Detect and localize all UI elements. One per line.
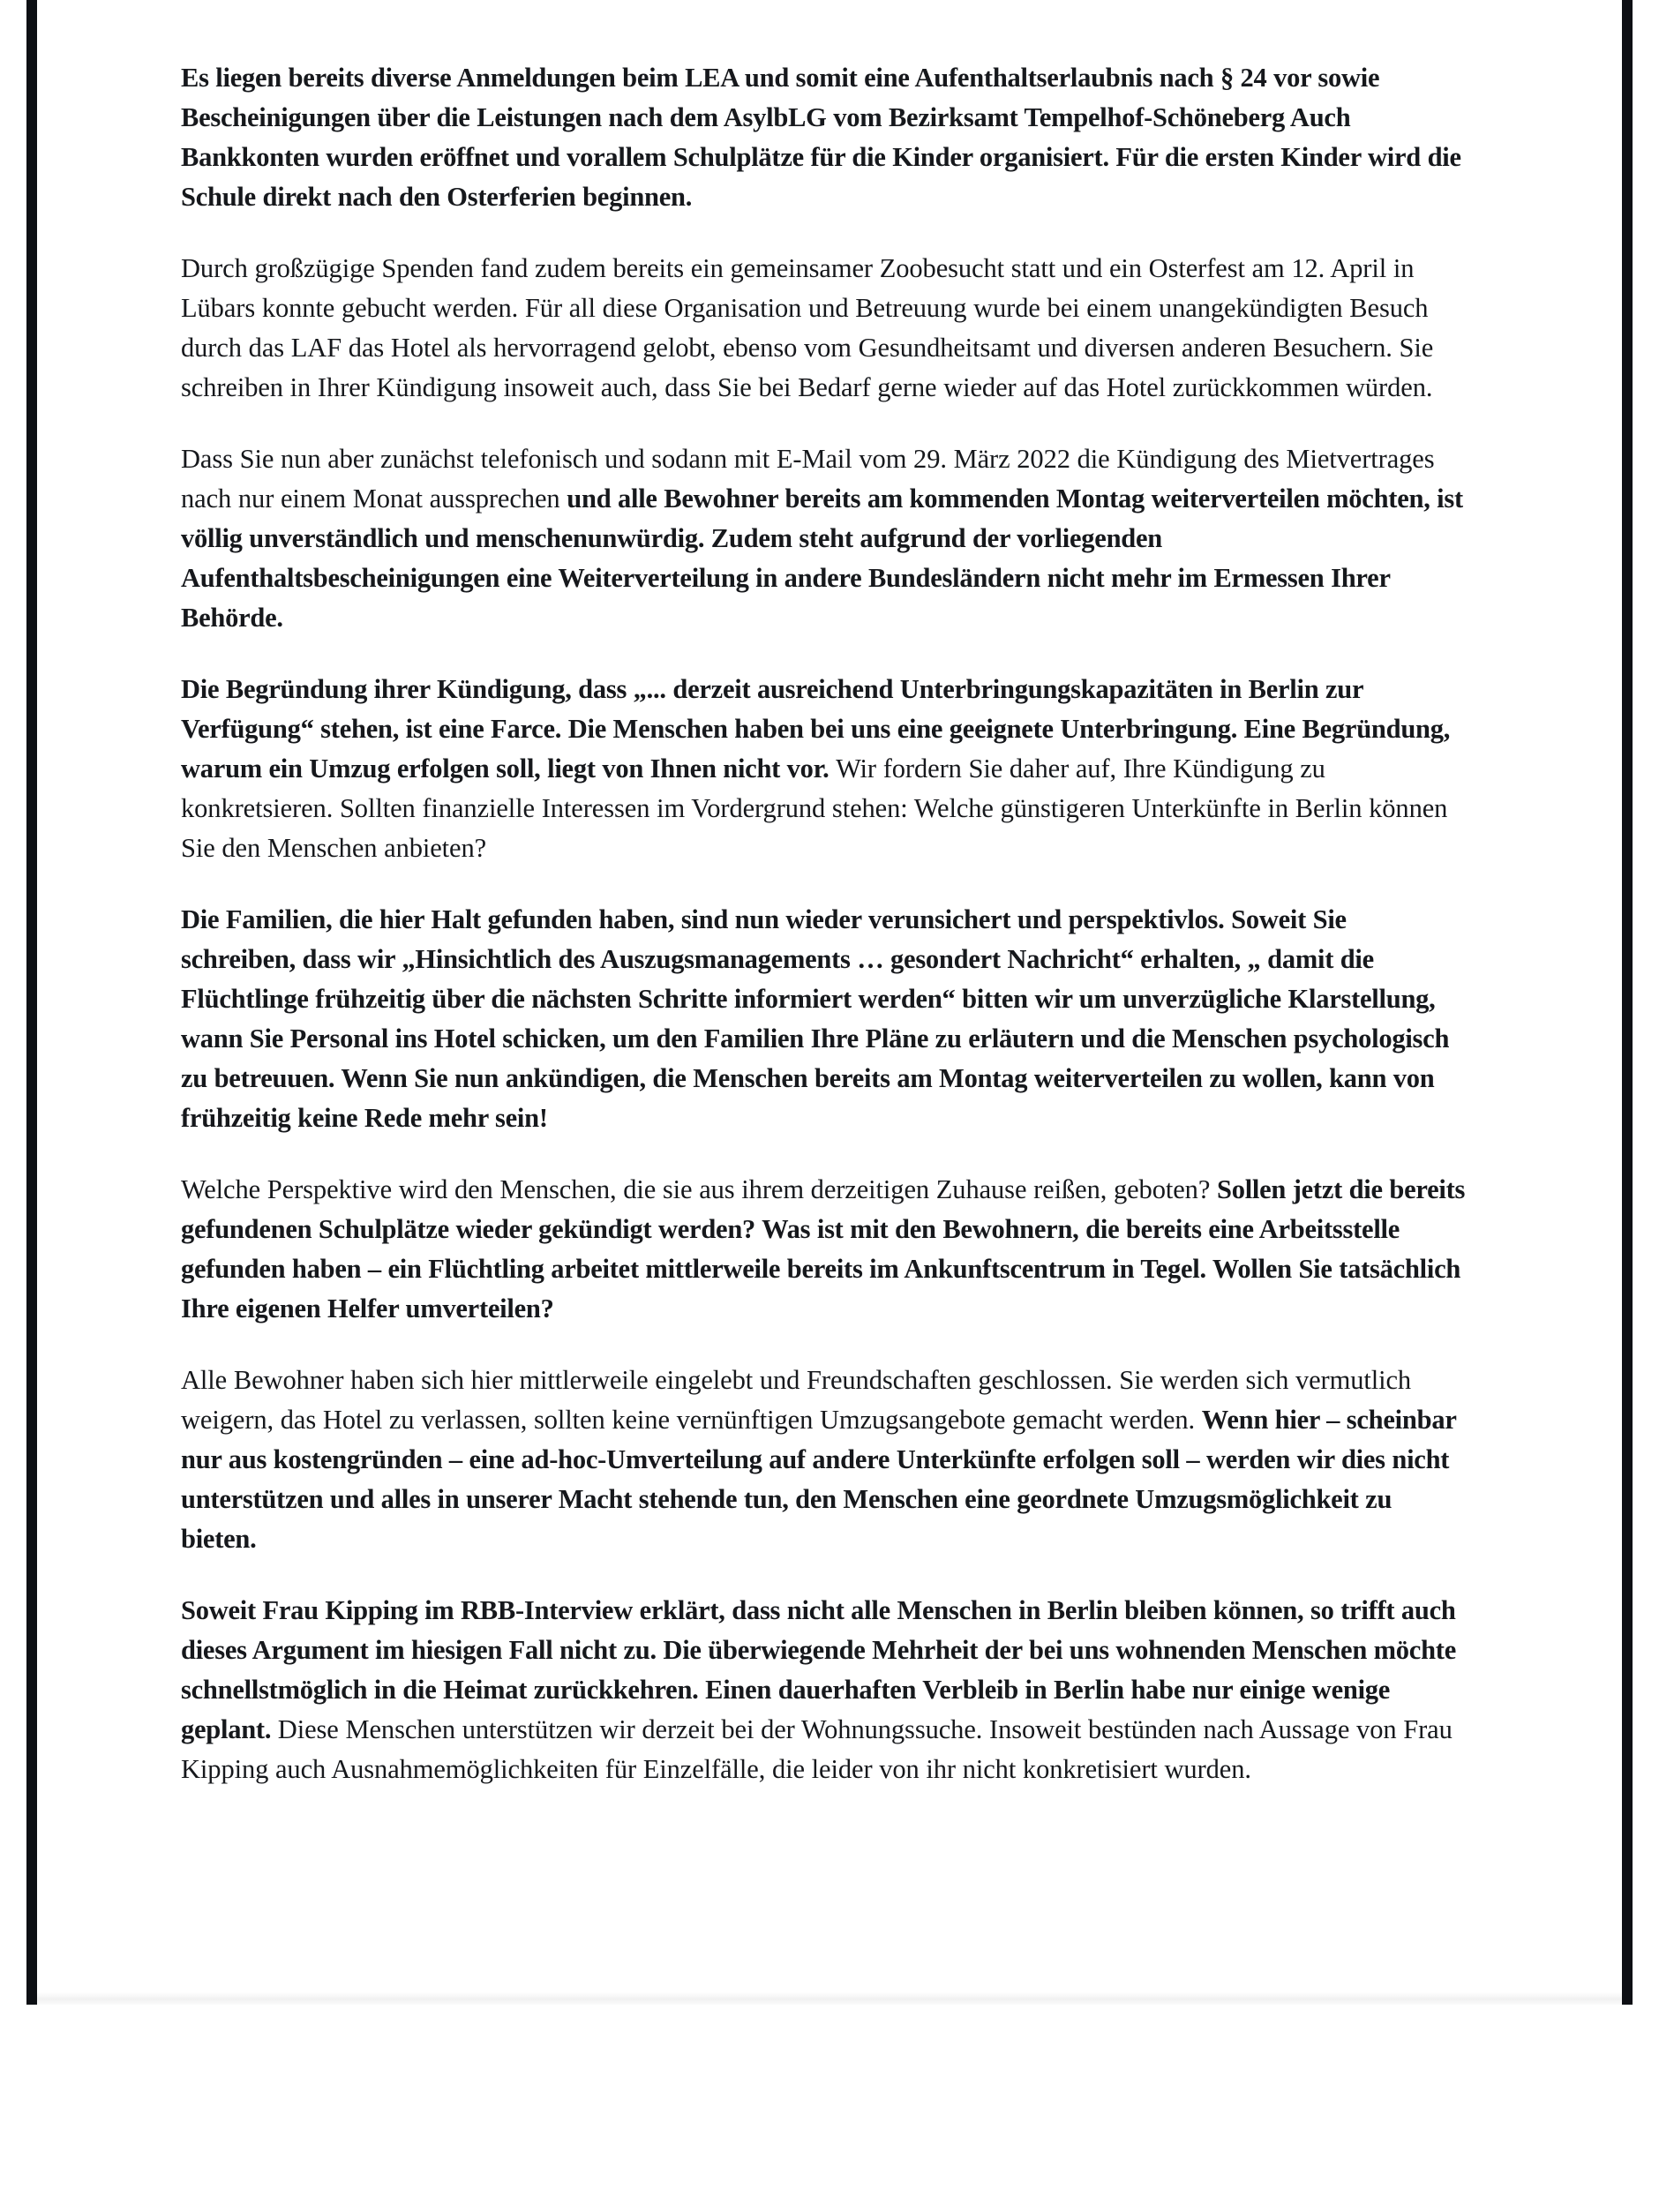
text-run-bold: Sollen jetzt die bereits gefundenen Schulplätze wieder gekündigt werden? Was ist mit den Bewohnern, die bereits eine Arbeitsstelle gefunden haben – ein Flüchtling arbeitet mittlerweile bereits im Ankunftscentrum in Tegel. Wollen Sie tatsächlich Ihre eigenen Helfer umverteilen? <box>181 1174 1466 1323</box>
text-run-regular: Welche Perspektive wird den Menschen, die sie aus ihrem derzeitigen Zuhause reißen, geboten? <box>181 1174 1217 1204</box>
paragraph-7 <box>181 1361 1466 1559</box>
paragraph-4 <box>181 670 1466 868</box>
paragraph-8 <box>181 1591 1466 1789</box>
document-text-body <box>181 58 1466 1789</box>
paragraph-5 <box>181 900 1466 1138</box>
text-run: Es liegen bereits diverse Anmeldungen beim LEA und somit eine Aufenthaltserlaubnis nach § 24 vor sowie Bescheinigungen über die Leistungen nach dem AsylbLG vom Bezirksamt Tempelhof-Schöneberg Auch Bankkonten wurden eröffnet und vorallem Schulplätze für die Kinder organisiert. Für die ersten Kinder wird die Schule direkt nach den Osterferien beginnen. <box>181 63 1461 212</box>
text-run-regular: Dass Sie nun aber zunächst telefonisch und sodann mit E-Mail vom 29. März 2022 die Kündigung des Mietvertrages nach nur einem Monat aussprechen <box>181 444 1435 514</box>
scan-edge-bottom <box>37 1992 1622 2005</box>
text-run-regular: Alle Bewohner haben sich hier mittlerweile eingelebt und Freundschaften geschlossen. Sie werden sich vermutlich weigern, das Hotel zu verlassen, sollten keine vernünftigen Umzugsangebote gemacht werden. <box>181 1365 1412 1435</box>
scan-edge-right <box>1622 0 1633 2005</box>
text-run-regular: Diese Menschen unterstützen wir derzeit bei der Wohnungssuche. Insoweit bestünden nach Aussage von Frau Kipping auch Ausnahmemöglichkeiten für Einzelfälle, die leider von ihr nicht konkretisiert wurden. <box>181 1714 1453 1784</box>
scan-edge-left <box>26 0 37 2005</box>
text-run-regular: Wir fordern Sie daher auf, Ihre Kündigung zu konkretsieren. Sollten finanzielle Interessen im Vordergrund stehen: Welche günstigeren Unterkünfte in Berlin können Sie den Menschen anbieten? <box>181 754 1448 863</box>
paragraph-2 <box>181 249 1466 408</box>
text-run: Durch großzügige Spenden fand zudem bereits ein gemeinsamer Zoobesucht statt und ein Osterfest am 12. April in Lübars konnte gebucht werden. Für all diese Organisation und Betreuung wurde bei einem unangekündigten Besuch durch das LAF das Hotel als hervorragend gelobt, ebenso vom Gesundheitsamt und diversen anderen Besuchern. Sie schreiben in Ihrer Kündigung insoweit auch, dass Sie bei Bedarf gerne wieder auf das Hotel zurückkommen würden. <box>181 253 1434 402</box>
text-run-bold: Die Begründung ihrer Kündigung, dass „... derzeit ausreichend Unterbringungskapazitäten in Berlin zur Verfügung“ stehen, ist eine Farce. Die Menschen haben bei uns eine geeignete Unterbringung. Eine Begründung, warum ein Umzug erfolgen soll, liegt von Ihnen nicht vor. <box>181 674 1451 784</box>
text-run-bold: Wenn hier – scheinbar nur aus kostengründen – eine ad-hoc-Umverteilung auf andere Unterkünfte erfolgen soll – werden wir dies nicht unterstützen und alles in unserer Macht stehende tun, den Menschen eine geordnete Umzugsmöglichkeit zu bieten. <box>181 1405 1457 1554</box>
text-run-bold: und alle Bewohner bereits am kommenden Montag weiterverteilen möchten, ist völlig unverständlich und menschenunwürdig. Zudem steht aufgrund der vorliegenden Aufenthaltsbescheinigungen eine Weiterverteilung in andere Bundesländern nicht mehr im Ermessen Ihrer Behörde. <box>181 484 1463 633</box>
paragraph-6 <box>181 1170 1466 1329</box>
paragraph-3 <box>181 439 1466 638</box>
text-run-bold: Soweit Frau Kipping im RBB-Interview erklärt, dass nicht alle Menschen in Berlin bleiben können, so trifft auch dieses Argument im hiesigen Fall nicht zu. Die überwiegende Mehrheit der bei uns wohnenden Menschen möchte schnellstmöglich in die Heimat zurückkehren. Einen dauerhaften Verbleib in Berlin habe nur einige wenige geplant. <box>181 1595 1456 1744</box>
text-run: Die Familien, die hier Halt gefunden haben, sind nun wieder verunsichert und perspektivlos. Soweit Sie schreiben, dass wir „Hinsichtlich des Auszugsmanagements … gesondert Nachricht“ erhalten, „ damit die Flüchtlinge frühzeitig über die nächsten Schritte informiert werden“ bitten wir um unverzügliche Klarstellung, wann Sie Personal ins Hotel schicken, um den Familien Ihre Pläne zu erläutern und die Menschen psychologisch zu betreuuen. Wenn Sie nun ankündigen, die Menschen bereits am Montag weiterverteilen zu wollen, kann von frühzeitig keine Rede mehr sein! <box>181 904 1450 1133</box>
paragraph-1 <box>181 58 1466 217</box>
